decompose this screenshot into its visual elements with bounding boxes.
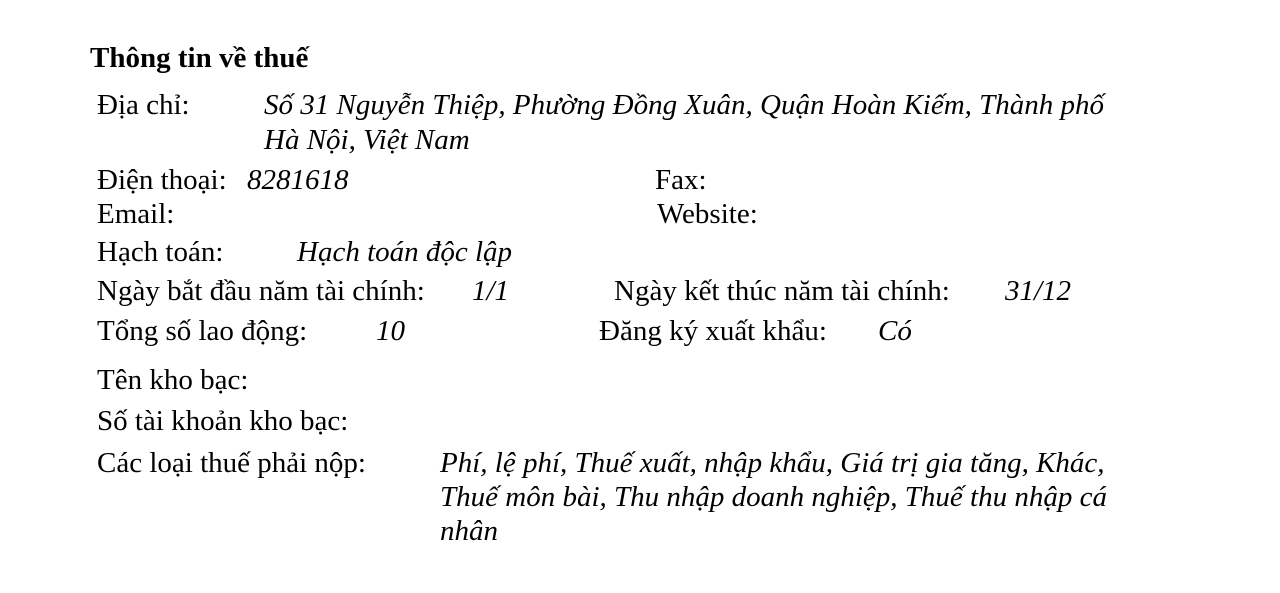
accounting-label: Hạch toán: (97, 236, 224, 268)
email-label: Email: (97, 198, 175, 230)
tax-types-value-line1: Phí, lệ phí, Thuế xuất, nhập khẩu, Giá trị gia tăng, Khác, (440, 447, 1105, 479)
website-label: Website: (657, 198, 758, 230)
phone-value: 8281618 (247, 164, 349, 196)
fax-label: Fax: (655, 164, 707, 196)
tax-types-label: Các loại thuế phải nộp: (97, 447, 366, 479)
treasury-account-label: Số tài khoản kho bạc: (97, 405, 349, 437)
address-value-line1: Số 31 Nguyễn Thiệp, Phường Đồng Xuân, Quận Hoàn Kiếm, Thành phố (264, 89, 1105, 121)
fiscal-year-start-value: 1/1 (472, 275, 510, 307)
export-registration-label: Đăng ký xuất khẩu: (599, 315, 827, 347)
fiscal-year-end-label: Ngày kết thúc năm tài chính: (614, 275, 950, 307)
fiscal-year-start-label: Ngày bắt đầu năm tài chính: (97, 275, 425, 307)
export-registration-value: Có (878, 315, 912, 347)
employees-label: Tổng số lao động: (97, 315, 308, 347)
tax-types-value-line2: Thuế môn bài, Thu nhập doanh nghiệp, Thuế thu nhập cá (440, 481, 1107, 513)
employees-value: 10 (376, 315, 405, 347)
section-title: Thông tin về thuế (90, 42, 309, 74)
address-value-line2: Hà Nội, Việt Nam (264, 124, 470, 156)
phone-label: Điện thoại: (97, 164, 227, 196)
fiscal-year-end-value: 31/12 (1005, 275, 1072, 307)
treasury-name-label: Tên kho bạc: (97, 364, 249, 396)
address-label: Địa chỉ: (97, 89, 190, 121)
accounting-value: Hạch toán độc lập (297, 236, 513, 268)
tax-types-value-line3: nhân (440, 515, 498, 547)
